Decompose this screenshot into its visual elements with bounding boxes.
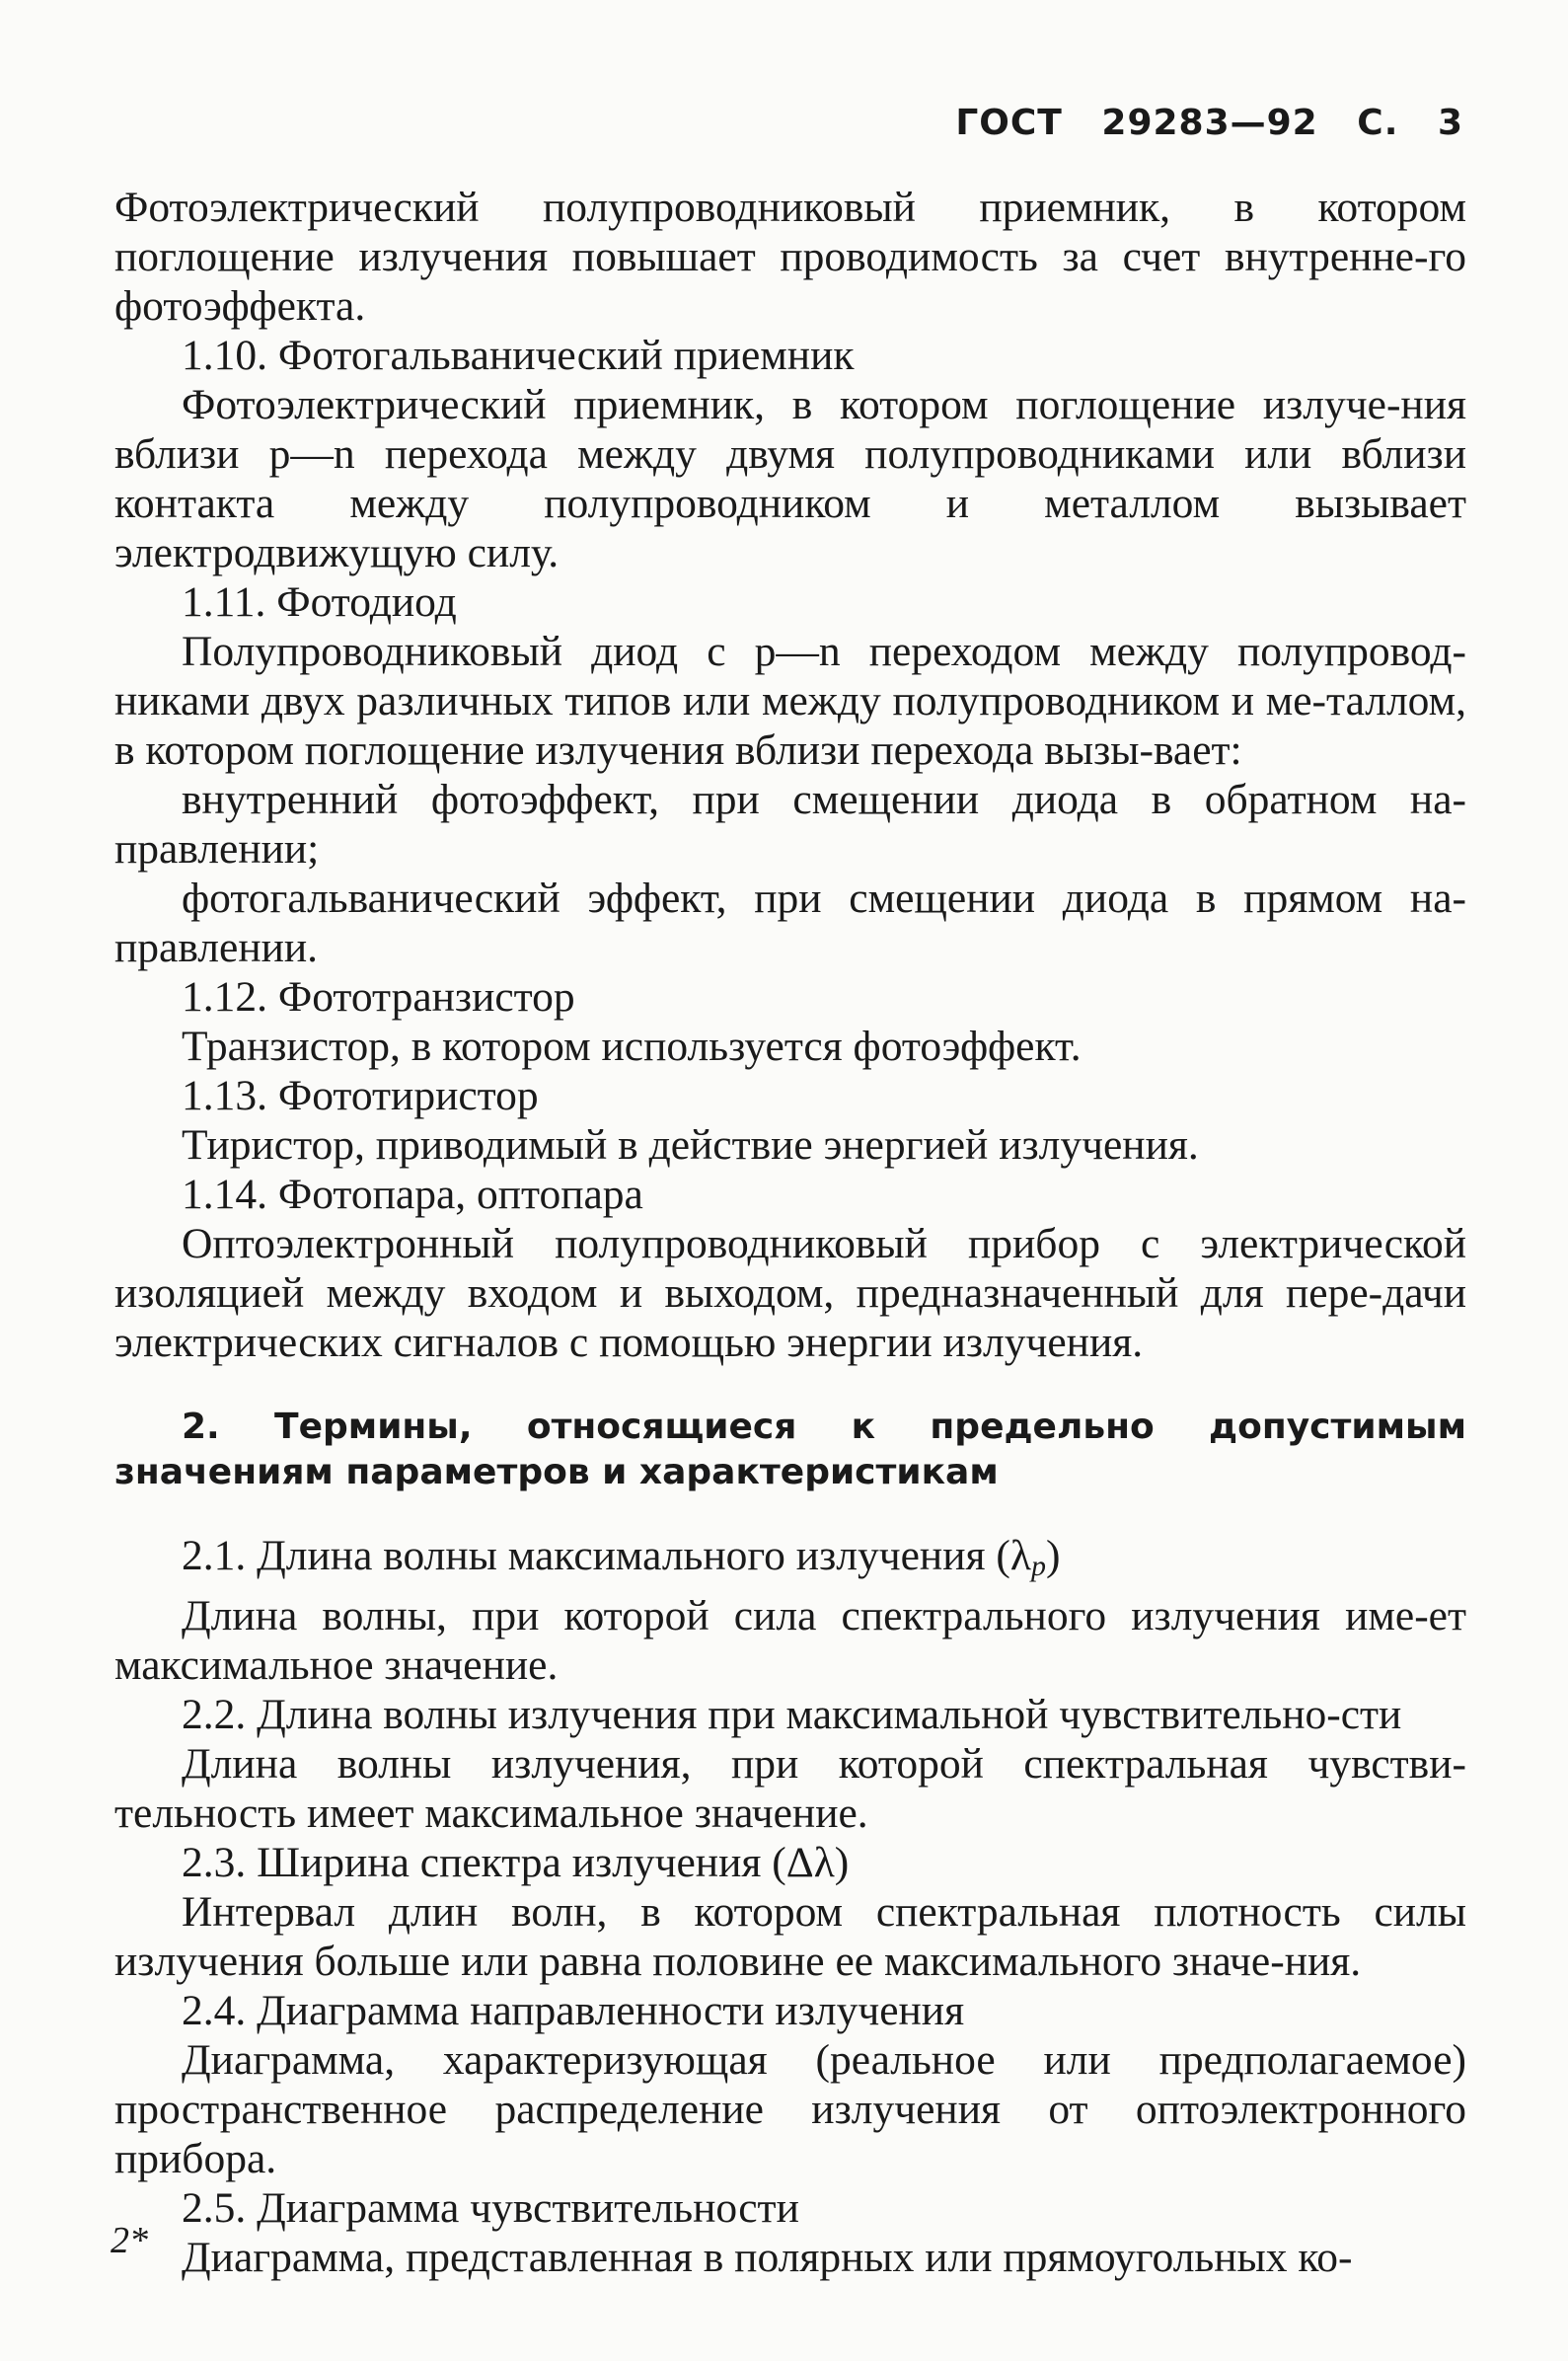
page-label: С.	[1357, 103, 1399, 143]
page-header	[955, 103, 1463, 143]
term-heading: 1.14. Фотопара, оптопара	[182, 1171, 643, 1218]
term-definition: Фотоэлектрический приемник, в котором поглощение излуче-ния вблизи p—n перехода между двумя полупроводниками или вблизи контакта между полупроводником и металлом вызывает электродвижущую силу.	[114, 381, 1466, 576]
term-definition-item: фотогальванический эффект, при смещении диода в прямом на-правлении.	[114, 875, 1466, 971]
term-definition-item: внутренний фотоэффект, при смещении диода в обратном на-правлении;	[114, 776, 1466, 873]
page-number: 3	[1437, 103, 1463, 143]
term-heading: 2.2. Длина волны излучения при максимальной чувствительно-сти	[182, 1691, 1402, 1738]
term-text: 2.1. Длина волны максимального излучения (λ	[182, 1532, 1031, 1579]
section-heading: 2. Термины, относящиеся к предельно допустимым значениям параметров и характеристикам	[114, 1407, 1466, 1492]
term-definition: Тиристор, приводимый в действие энергией излучения.	[182, 1121, 1199, 1169]
term-definition: Диаграмма, представленная в полярных или прямоугольных ко-	[182, 2234, 1353, 2281]
term-heading: 2.4. Диаграмма направленности излучения	[182, 1987, 965, 2034]
term-heading: 2.5. Диаграмма чувствительности	[182, 2184, 799, 2232]
term-heading: 1.13. Фототиристор	[182, 1072, 539, 1119]
term-definition: Транзистор, в котором используется фотоэффект.	[182, 1023, 1082, 1070]
term-definition: Оптоэлектронный полупроводниковый прибор с электрической изоляцией между входом и выходом, предназначенный для пере-дачи электрических сигналов с помощью энергии излучения.	[114, 1220, 1466, 1366]
term-definition: Длина волны излучения, при которой спектральная чувстви-тельность имеет максимальное значение.	[114, 1740, 1466, 1837]
term-definition: Полупроводниковый диод с p—n переходом между полупровод-никами двух различных типов или между полупроводником и ме-таллом, в котором поглощение излучения вблизи перехода вызы-вает:	[114, 628, 1466, 774]
term-heading: 1.12. Фототранзистор	[182, 973, 575, 1021]
term-definition: Интервал длин волн, в котором спектральная плотность силы излучения больше или равна половине ее максимального значе-ния.	[114, 1888, 1466, 1985]
signature-mark: 2*	[111, 2220, 148, 2261]
term-text-end: )	[1045, 1532, 1061, 1579]
document-body	[114, 183, 1466, 2282]
subscript: p	[1030, 1550, 1046, 1582]
term-heading: 1.10. Фотогальванический приемник	[182, 332, 855, 379]
term-definition: Длина волны, при которой сила спектрального излучения име-ет максимальное значение.	[114, 1592, 1466, 1689]
term-heading: 2.3. Ширина спектра излучения (Δλ)	[182, 1839, 850, 1886]
paragraph: Фотоэлектрический полупроводниковый приемник, в котором поглощение излучения повышает проводимость за счет внутренне-го фотоэффекта.	[114, 184, 1466, 330]
standard-number: 29283—92	[1101, 103, 1318, 143]
standard-label: ГОСТ	[955, 103, 1063, 143]
term-heading	[114, 1531, 1466, 1591]
term-heading: 1.11. Фотодиод	[182, 578, 457, 626]
term-definition: Диаграмма, характеризующая (реальное или предполагаемое) пространственное распределение излучения от оптоэлектронного прибора.	[114, 2036, 1466, 2182]
